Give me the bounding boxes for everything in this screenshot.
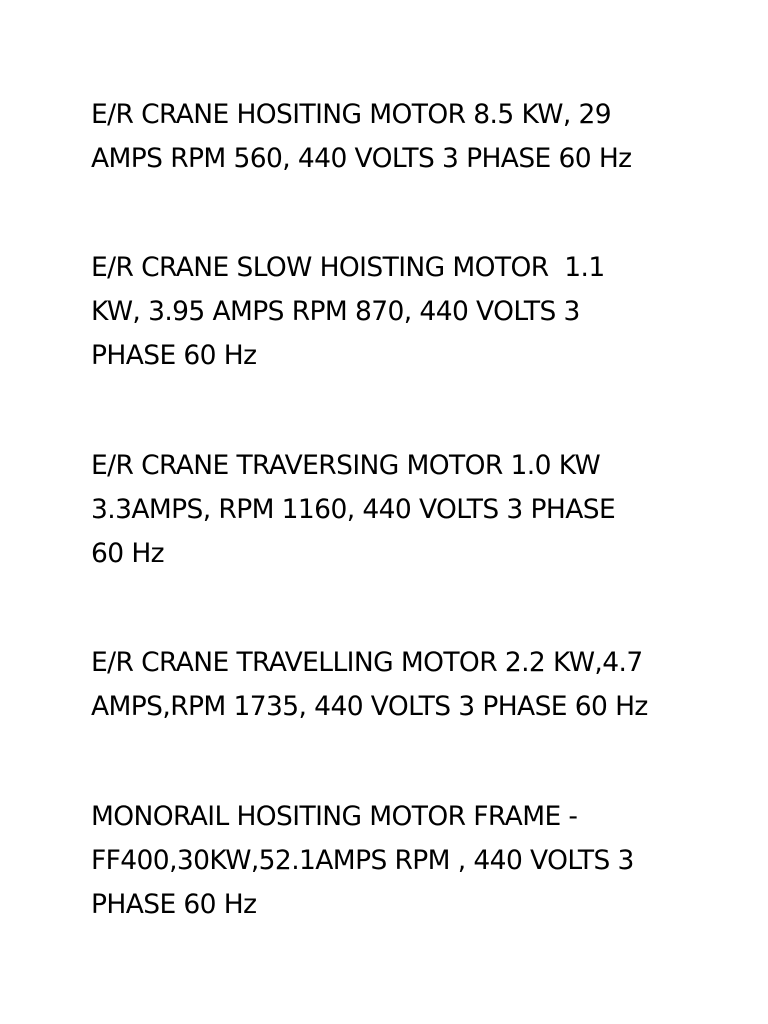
paragraph-line: AMPS,RPM 1735, 440 VOLTS 3 PHASE 60 Hz bbox=[91, 691, 648, 722]
motor-spec-paragraph-er-crane-hoisting bbox=[91, 93, 691, 181]
paragraph-line: PHASE 60 Hz bbox=[91, 340, 257, 371]
paragraph-line: E/R CRANE TRAVERSING MOTOR 1.0 KW bbox=[91, 450, 601, 481]
paragraph-line: E/R CRANE SLOW HOISTING MOTOR 1.1 bbox=[91, 252, 605, 283]
motor-spec-paragraph-er-crane-travelling bbox=[91, 641, 691, 729]
paragraph-line: 3.3AMPS, RPM 1160, 440 VOLTS 3 PHASE bbox=[91, 494, 616, 525]
paragraph-line: E/R CRANE HOSITING MOTOR 8.5 KW, 29 bbox=[91, 99, 612, 130]
motor-spec-paragraph-er-crane-slow-hoisting bbox=[91, 246, 691, 378]
motor-spec-paragraph-monorail-hoisting bbox=[91, 795, 691, 927]
paragraph-line: E/R CRANE TRAVELLING MOTOR 2.2 KW,4.7 bbox=[91, 647, 643, 678]
paragraph-line: PHASE 60 Hz bbox=[91, 889, 257, 920]
paragraph-line: FF400,30KW,52.1AMPS RPM , 440 VOLTS 3 bbox=[91, 845, 634, 876]
paragraph-line: MONORAIL HOSITING MOTOR FRAME - bbox=[91, 801, 578, 832]
paragraph-line: KW, 3.95 AMPS RPM 870, 440 VOLTS 3 bbox=[91, 296, 580, 327]
motor-spec-paragraph-er-crane-traversing bbox=[91, 444, 691, 576]
paragraph-line: 60 Hz bbox=[91, 538, 164, 569]
paragraph-line: AMPS RPM 560, 440 VOLTS 3 PHASE 60 Hz bbox=[91, 143, 632, 174]
